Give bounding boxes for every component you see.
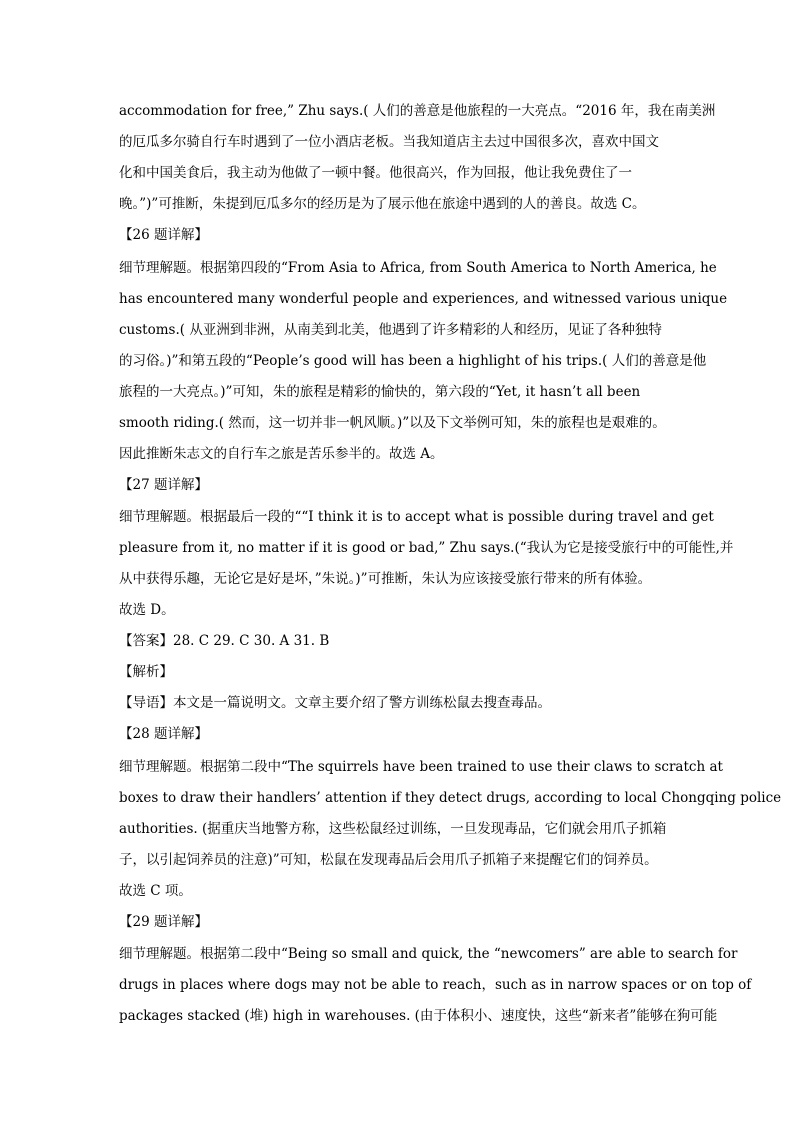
text-line: 子，以引起饲养员的注意)”可知，松鼠在发现毒品后会用爪子抓箱子来提醒它们的饲养员。 [119, 852, 658, 868]
text-line: 的习俗。)”和第五段的“People’s good will has been a highlight of his trips.( 人们的善意是他 [119, 353, 707, 369]
text-line: 从中获得乐趣，无论它是好是坏，”朱说。)”可推断，朱认为应该接受旅行带来的所有体验。 [119, 571, 652, 587]
text-line: 旅程的一大亮点。)”可知，朱的旅程是精彩的愉快的，第六段的“Yet, it hasn’t all been [119, 384, 641, 400]
section-heading: 【29 题详解】 [119, 914, 208, 930]
text-line: 细节理解题。根据第四段的“From Asia to Africa, from South America to North America, he [119, 260, 717, 276]
text-line: 【导语】本文是一篇说明文。文章主要介绍了警方训练松鼠去搜查毒品。 [119, 695, 551, 711]
answer-line: 【答案】28. C 29. C 30. A 31. B [119, 633, 330, 649]
text-line: 晚。”)”可推断，朱提到厄瓜多尔的经历是为了展示他在旅途中遇到的人的善良。故选 C。 [119, 196, 646, 212]
section-heading: 【26 题详解】 [119, 227, 208, 243]
text-line: boxes to draw their handlers’ attention if they detect drugs, according to local Chongqing police [119, 790, 782, 806]
text-line: authorities. (据重庆当地警方称，这些松鼠经过训练，一旦发现毒品，它们就会用爪子抓箱 [119, 821, 667, 837]
section-heading: 【解析】 [119, 664, 173, 680]
text-line: accommodation for free,” Zhu says.( 人们的善意是他旅程的一大亮点。“2016 年，我在南美洲 [119, 103, 716, 119]
text-line: smooth riding.( 然而，这一切并非一帆风顺。)”以及下文举例可知，朱的旅程也是艰难的。 [119, 415, 666, 431]
text-line: 细节理解题。根据第二段中“The squirrels have been trained to use their claws to scratch at [119, 759, 723, 775]
text-line: 的厄瓜多尔骑自行车时遇到了一位小酒店老板。当我知道店主去过中国很多次，喜欢中国文 [119, 134, 659, 150]
text-line: 化和中国美食后，我主动为他做了一顿中餐。他很高兴，作为回报，他让我免费住了一 [119, 165, 632, 181]
text-line: 细节理解题。根据最后一段的““I think it is to accept what is possible during travel and get [119, 509, 714, 525]
section-heading: 【27 题详解】 [119, 477, 208, 493]
text-line: packages stacked (堆) high in warehouses. (由于体积小、速度快，这些“新来者”能够在狗可能 [119, 1008, 718, 1024]
text-line: pleasure from it, no matter if it is good or bad,” Zhu says.(“我认为它是接受旅行中的可能性,并 [119, 540, 734, 556]
section-heading: 【28 题详解】 [119, 726, 208, 742]
text-line: 故选 D。 [119, 602, 175, 618]
text-line: has encountered many wonderful people and experiences, and witnessed various unique [119, 291, 728, 307]
text-line: 因此推断朱志文的自行车之旅是苦乐参半的。故选 A。 [119, 446, 444, 462]
text-line: 故选 C 项。 [119, 883, 192, 899]
text-line: customs.( 从亚洲到非洲，从南美到北美，他遇到了许多精彩的人和经历，见证了各种独特 [119, 322, 662, 338]
text-line: 细节理解题。根据第二段中“Being so small and quick, the “newcomers” are able to search for [119, 946, 738, 962]
text-line: drugs in places where dogs may not be able to reach，such as in narrow spaces or on top of [119, 977, 752, 993]
